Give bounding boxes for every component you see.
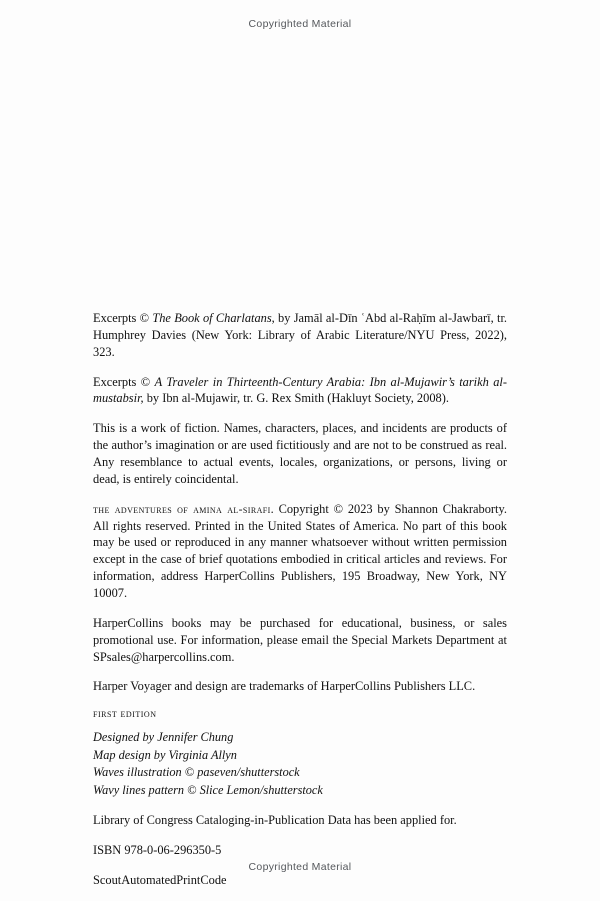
excerpt-1-rest: , by Jamāl al-Dīn ʿAbd al-Raḥīm al-Jawbarī, tr. Humphrey Davies (New York: Library of Arabic Literature/NYU Press, 2022), 323. <box>93 311 507 359</box>
fiction-disclaimer: This is a work of fiction. Names, characters, places, and incidents are products of the author’s imagination or are used fictitiously and are not to be construed as real. Any resemblance to actual events, locales, organizations, or persons, living or dead, is entirely coincidental. <box>93 421 507 486</box>
excerpt-credit-2 <box>93 374 507 408</box>
excerpt-2-title: A Traveler in Thirteenth-Century Arabia <box>154 374 362 389</box>
edition-label: first edition <box>93 708 157 721</box>
book-title-smallcaps: the adventures of amina al-sirafi <box>93 502 271 516</box>
credit-map-design: Map design by Virginia Allyn <box>93 747 237 762</box>
excerpt-1-lead: Excerpts © <box>93 311 153 325</box>
excerpt-2-title-tail: : Ibn al-Mujawir’s tarikh al-mustabsir, <box>93 374 507 406</box>
credit-designer: Designed by Jennifer Chung <box>93 730 234 745</box>
copyright-notice-body: . Copyright © 2023 by Shannon Chakraborty. All rights reserved. Printed in the United States of America. No part of this book may be used or reproduced in any manner whatsoever without written permission except in the case of brief quotations embodied in critical articles and reviews. For information, address HarperCollins Publishers, 195 Broadway, New York, NY 10007. <box>93 501 507 601</box>
copyright-notice <box>93 501 507 602</box>
credit-wavy-lines-pattern: Wavy lines pattern © Slice Lemon/shutterstock <box>93 782 323 797</box>
copyright-text-block <box>93 310 507 889</box>
watermark-top: Copyrighted Material <box>248 18 352 30</box>
loc-data-notice: Library of Congress Cataloging-in-Publication Data has been applied for. <box>93 813 457 828</box>
excerpt-2-lead: Excerpts © <box>93 374 155 389</box>
excerpt-2-rest: by Ibn al-Mujawir, tr. G. Rex Smith (Hakluyt Society, 2008). <box>143 391 449 406</box>
watermark-bottom: Copyrighted Material <box>248 861 352 873</box>
isbn: ISBN 978-0-06-296350-5 <box>93 843 222 857</box>
excerpt-credit-1 <box>93 310 507 361</box>
bulk-sales-notice: HarperCollins books may be purchased for educational, business, or sales promotional use. For information, please email the Special Markets Department at SPsales@harpercollins.com. <box>93 615 507 664</box>
production-credits <box>93 729 507 799</box>
print-code: ScoutAutomatedPrintCode <box>93 872 227 887</box>
credit-waves-illustration: Waves illustration © paseven/shutterstock <box>93 765 300 780</box>
trademark-notice: Harper Voyager and design are trademarks of HarperCollins Publishers LLC. <box>93 679 476 694</box>
excerpt-1-title: The Book of Charlatans <box>152 311 272 325</box>
